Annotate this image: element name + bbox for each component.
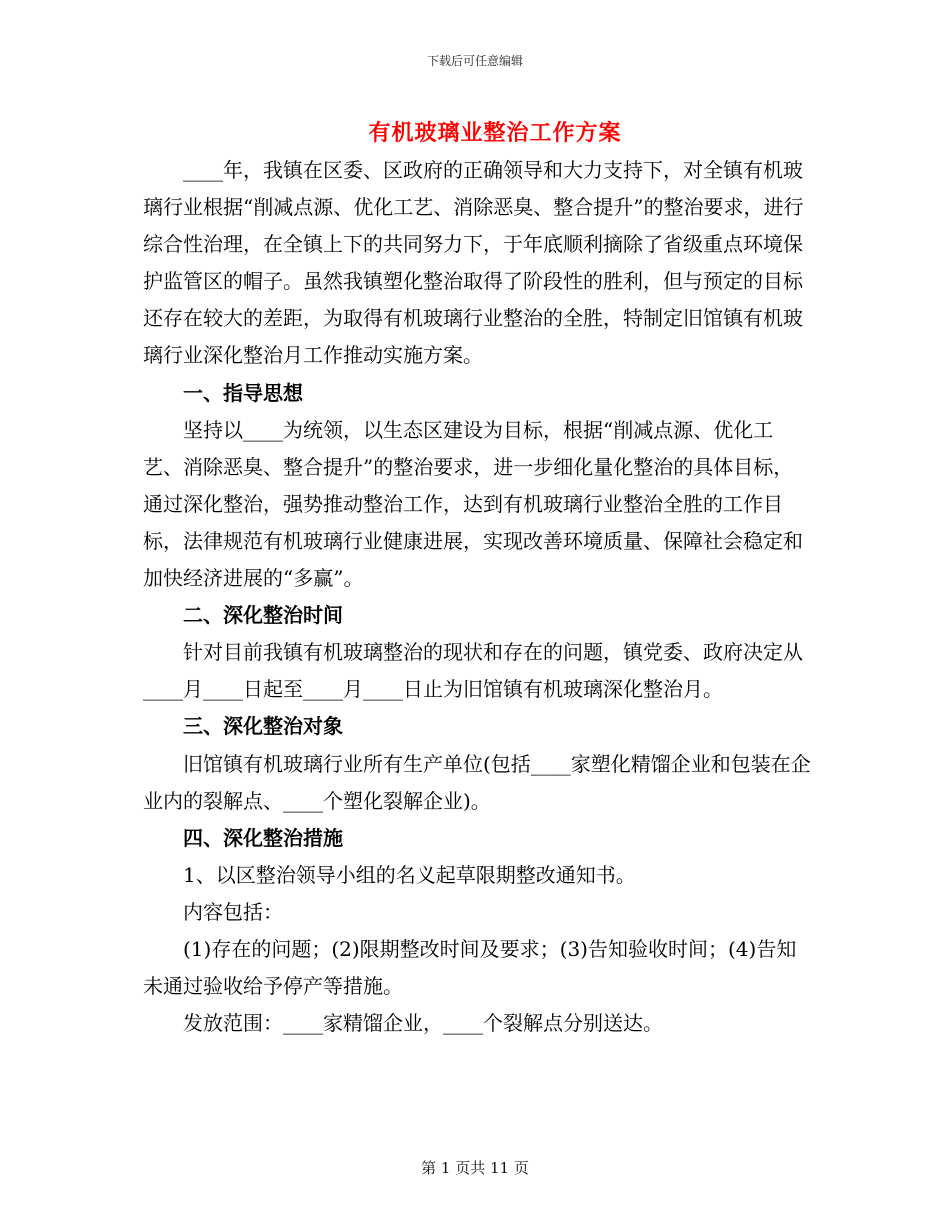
section-body-target: 旧馆镇有机玻璃行业所有生产单位(包括____家塑化精馏企业和包装在企业内的裂解点、____个塑化裂解企业)。: [143, 751, 811, 813]
content-items: (1)存在的问题；(2)限期整改时间及要求；(3)告知验收时间；(4)告知未通过验收给予停产等措施。: [143, 936, 797, 999]
section-body-guiding-idea: 坚持以____为统领，以生态区建设为目标，根据“削减点源、优化工艺、消除恶臭、整合提升”的整治要求，进一步细化量化整治的具体目标，通过深化整治，强势推动整治工作，达到有机玻璃行业整治全胜的工作目标，法律规范有机玻璃行业健康进展，实现改善环境质量、保障社会稳定和加快经济进展的“多赢”。: [143, 417, 803, 591]
intro-paragraph: ____年，我镇在区委、区政府的正确领导和大力支持下，对全镇有机玻璃行业根据“削减点源、优化工艺、消除恶臭、整合提升”的整治要求，进行综合性治理，在全镇上下的共同努力下，于年底顺利摘除了省级重点环境保护监管区的帽子。虽然我镇塑化整治取得了阶段性的胜利，但与预定的目标还存在较大的差距，为取得有机玻璃行业整治的全胜，特制定旧馆镇有机玻璃行业深化整治月工作推动实施方案。: [143, 158, 804, 368]
document-body: [143, 152, 811, 1042]
content-label: 内容包括：: [183, 899, 283, 924]
distribution-scope: 发放范围：____家精馏企业，____个裂解点分别送达。: [183, 1011, 663, 1036]
measure-item-1: 1、以区整治领导小组的名义起草限期整改通知书。: [183, 862, 636, 887]
section-heading-measures: 四、深化整治措施: [183, 825, 343, 850]
section-heading-guiding-idea: 一、指导思想: [183, 380, 303, 405]
section-heading-time: 二、深化整治时间: [183, 603, 343, 628]
page-footer: 第 1 页共 11 页: [421, 1159, 529, 1177]
section-heading-target: 三、深化整治对象: [183, 714, 343, 739]
header-note: 下载后可任意编辑: [426, 54, 523, 68]
section-body-time: 针对目前我镇有机玻璃整治的现状和存在的问题，镇党委、政府决定从____月____日起至____月____日止为旧馆镇有机玻璃深化整治月。: [143, 640, 803, 702]
document-title: 有机玻璃业整治工作方案: [368, 120, 622, 146]
